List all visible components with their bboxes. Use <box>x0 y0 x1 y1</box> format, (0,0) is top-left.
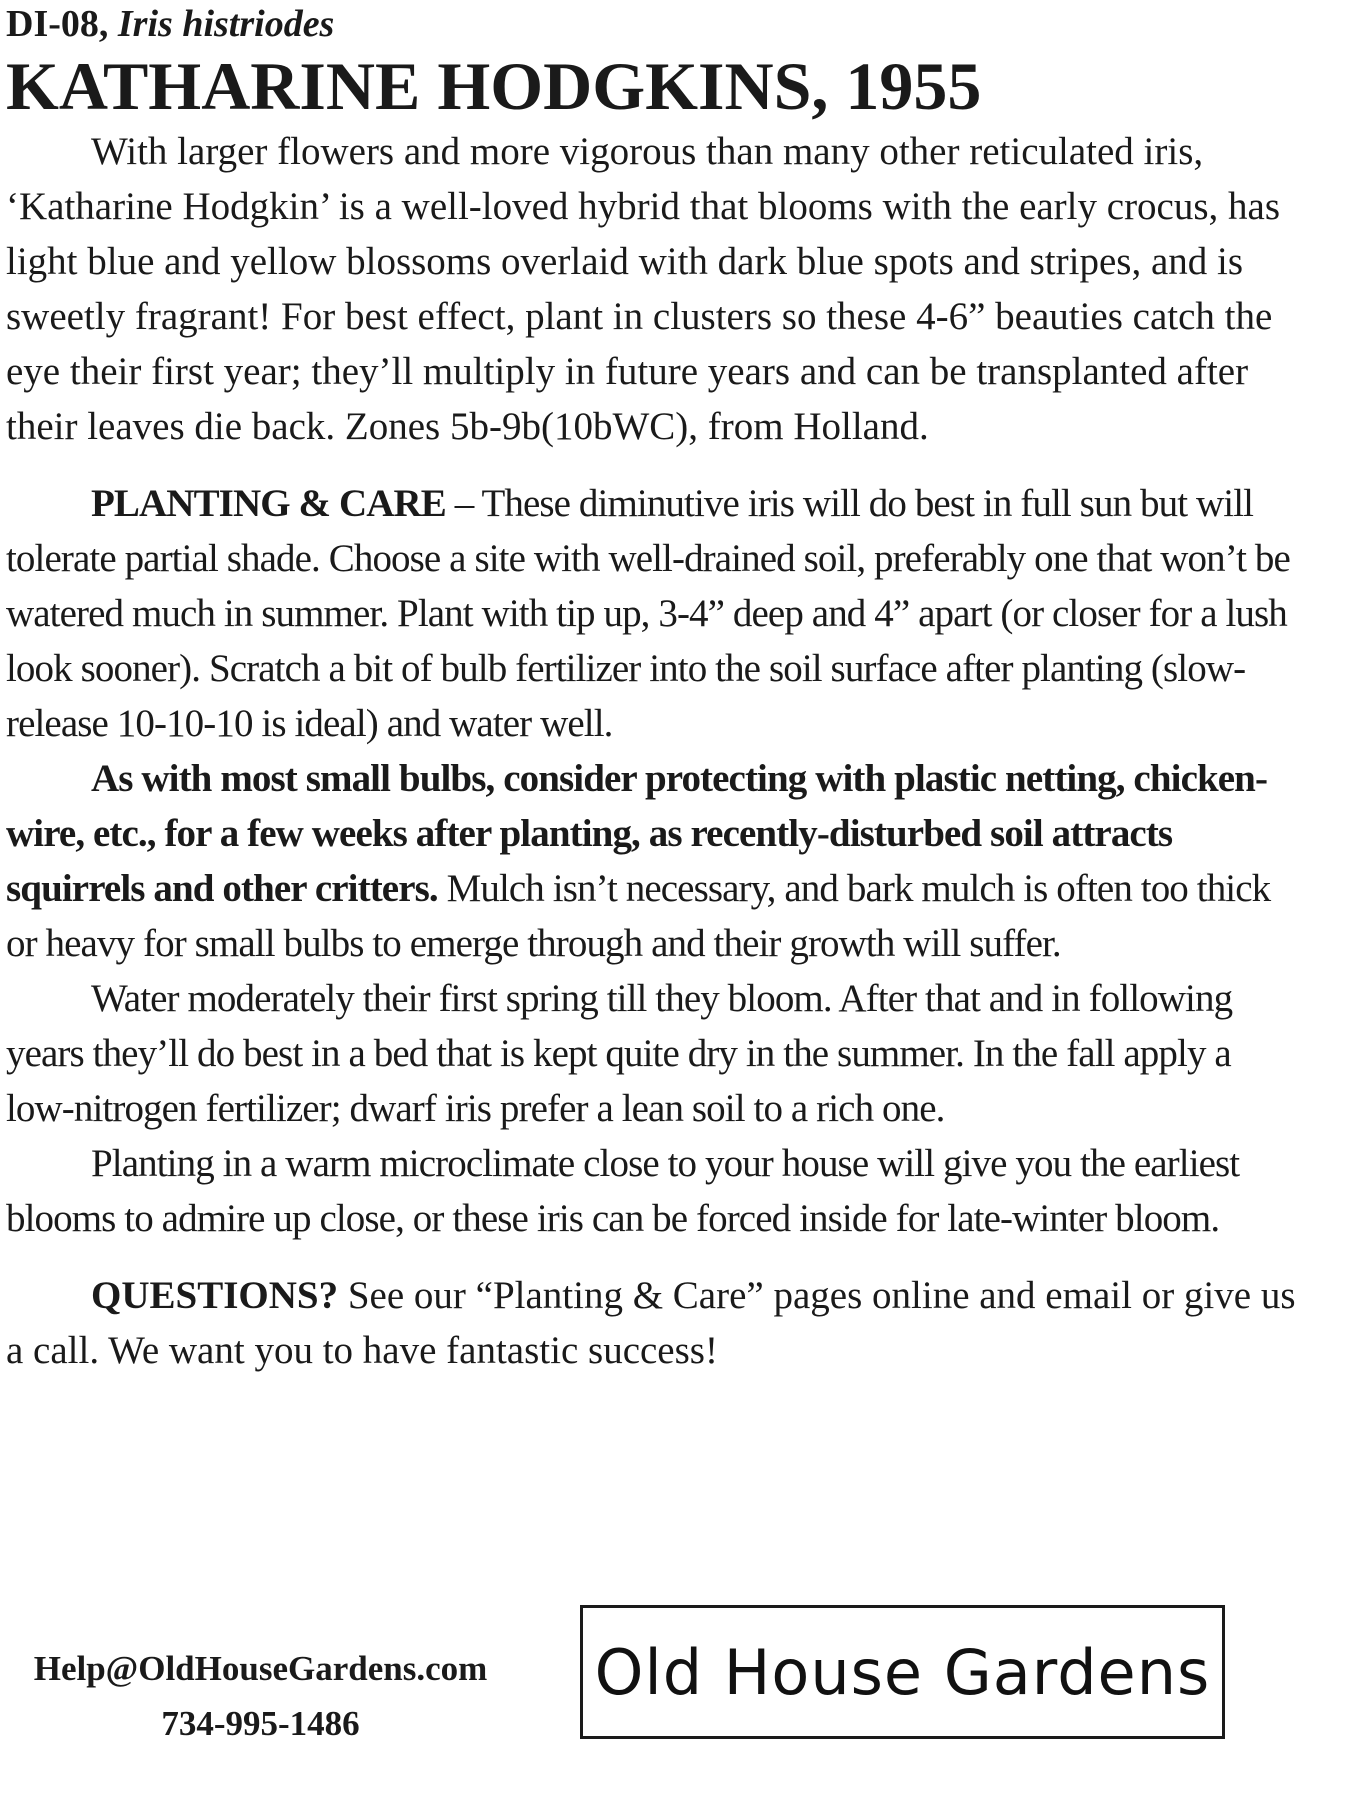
catalog-code-line <box>6 0 1296 48</box>
planting-paragraph <box>6 476 1296 751</box>
microclimate-paragraph: Planting in a warm microclimate close to your house will give you the earliest blooms to admire up close, or these iris can be forced inside for late-winter bloom. <box>6 1142 1240 1240</box>
phone-number: 734-995-1486 <box>161 1704 360 1743</box>
protection-text: Mulch isn’t necessary, and bark mulch is often too thick or heavy for small bulbs to emerge through and their growth will suffer. <box>6 867 1271 965</box>
contact-block <box>8 1641 513 1751</box>
catalog-code: DI-08, <box>6 3 109 45</box>
planting-text: – These diminutive iris will do best in full sun but will tolerate partial shade. Choose a site with well-drained soil, preferably one that won’t be watered much in summer. Plant with tip up, 3-4” deep and 4” apart (or closer for a lush look sooner). Scratch a bit of bulb fertilizer into the soil surface after planting (slow-release 10-10-10 is ideal) and water well. <box>6 482 1290 745</box>
questions-heading: QUESTIONS? <box>91 1274 339 1317</box>
protection-paragraph <box>6 751 1296 971</box>
logo-text: Old House Gardens <box>594 1635 1211 1709</box>
variety-title: KATHARINE HODGKINS, 1955 <box>6 48 982 124</box>
protection-warning: As with most small bulbs, consider protecting with plastic netting, chicken-wire, etc., for a few weeks after planting, as recently-disturbed soil attracts squirrels and other critters. <box>6 757 1268 910</box>
company-logo <box>580 1605 1225 1739</box>
questions-paragraph <box>6 1268 1296 1378</box>
species-name: Iris histriodes <box>117 3 335 45</box>
care-sheet <box>6 0 1296 1378</box>
footer <box>0 1605 1350 1805</box>
planting-heading: PLANTING & CARE <box>91 482 446 525</box>
questions-text: See our “Planting & Care” pages online and email or give us a call. We want you to have fantastic success! <box>6 1274 1296 1372</box>
description-paragraph: With larger flowers and more vigorous than many other reticulated iris, ‘Katharine Hodgkin’ is a well-loved hybrid that blooms with the early crocus, has light blue and yellow blossoms overlaid with dark blue spots and stripes, and is sweetly fragrant! For best effect, plant in clusters so these 4-6” beauties catch the eye their first year; they’ll multiply in future years and can be transplanted after their leaves die back. Zones 5b-9b(10bWC), from Holland. <box>6 130 1281 448</box>
watering-paragraph: Water moderately their first spring till they bloom. After that and in following years they’ll do best in a bed that is kept quite dry in the summer. In the fall apply a low-nitrogen fertilizer; dwarf iris prefer a lean soil to a rich one. <box>6 977 1233 1130</box>
email-address[interactable]: Help@OldHouseGardens.com <box>33 1649 488 1688</box>
